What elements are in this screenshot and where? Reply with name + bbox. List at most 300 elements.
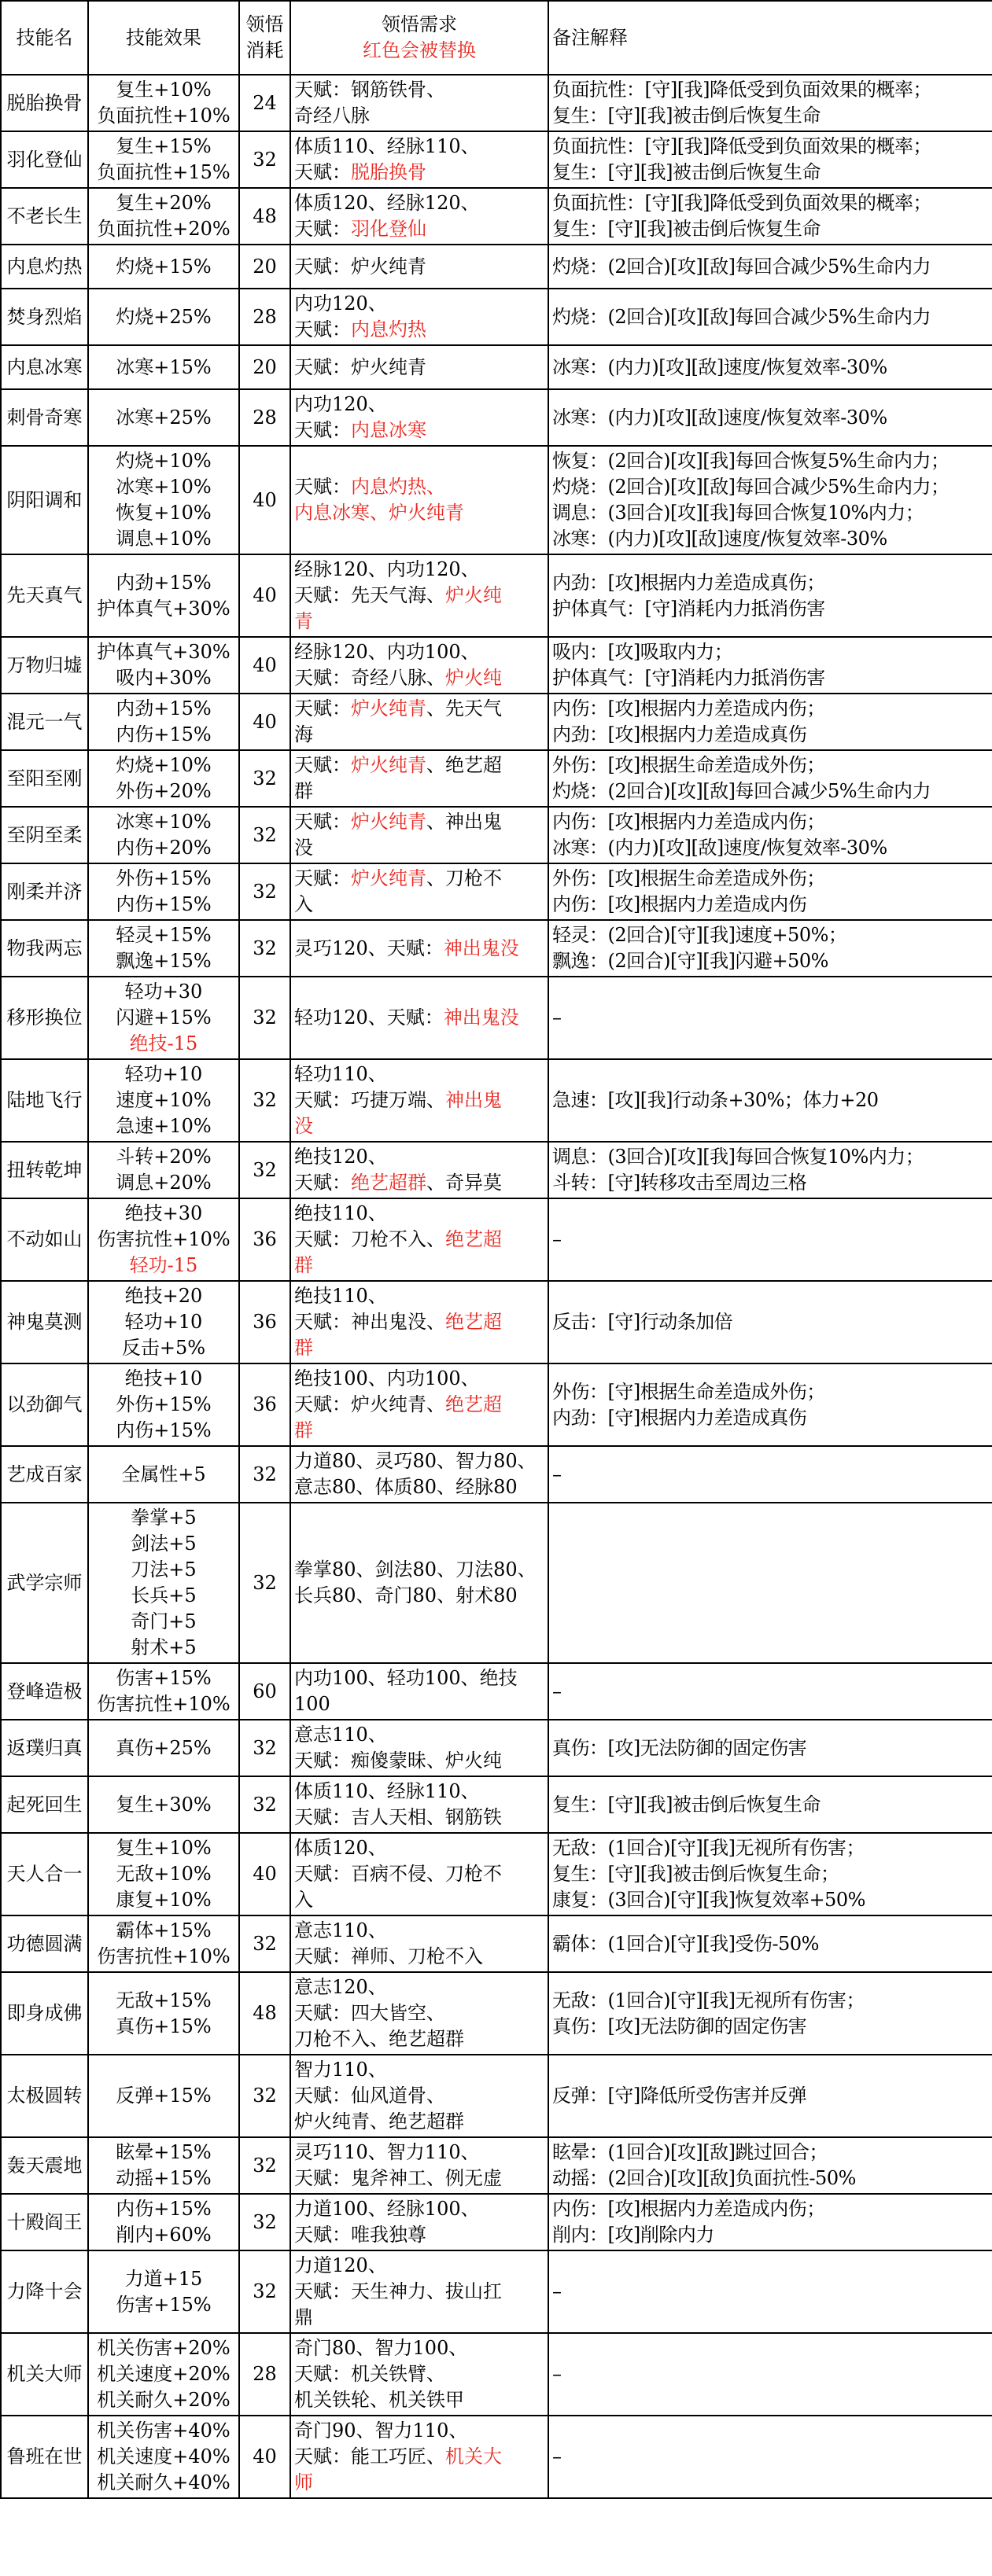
effect-line <box>92 2292 235 2318</box>
effect-line <box>92 1144 235 1170</box>
skill-notes <box>548 75 992 131</box>
requirement-text: 内息冰寒 <box>351 419 426 441</box>
skill-requirement <box>290 1915 548 1972</box>
note-line: 内伤：[攻]根据内力差造成内伤； <box>552 2198 825 2220</box>
requirement-line <box>294 1557 544 1583</box>
skill-cost: 32 <box>239 1503 290 1663</box>
requirement-text: 轻功110、 <box>294 1063 387 1085</box>
header-skill-name: 技能名 <box>1 1 88 75</box>
table-row <box>1 389 992 446</box>
table-row <box>1 554 992 637</box>
requirement-text: 体质120、 <box>294 1837 387 1859</box>
effect-text: 霸体+15% <box>116 1919 212 1941</box>
header-row <box>1 1 992 75</box>
table-row <box>1 694 992 750</box>
note-line: 灼烧：(2回合)[攻][敌]每回合减少5%生命内力 <box>552 255 931 278</box>
note-line: 反击：[守]行动条加倍 <box>552 1311 733 1333</box>
requirement-line <box>294 1583 544 1609</box>
skill-effect <box>88 1446 239 1503</box>
effect-line <box>92 1531 235 1557</box>
table-row <box>1 1503 992 1663</box>
note-line: 复生：[守][我]被击倒后恢复生命 <box>552 161 821 183</box>
requirement-line <box>294 216 544 242</box>
effect-line <box>92 979 235 1005</box>
effect-line <box>92 254 235 280</box>
header-notes: 备注解释 <box>548 1 992 75</box>
skill-notes <box>548 863 992 920</box>
skill-name: 至阴至柔 <box>1 807 88 863</box>
requirement-text: 炉火纯青 <box>351 697 426 719</box>
requirement-line <box>294 1779 544 1805</box>
effect-text: 外伤+15% <box>116 867 212 889</box>
effect-line <box>92 1005 235 1031</box>
requirement-line <box>294 392 544 418</box>
skill-name: 功德圆满 <box>1 1915 88 1972</box>
effect-text: 冰寒+10% <box>116 811 212 833</box>
note-line: 负面抗性：[守][我]降低受到负面效果的概率； <box>552 192 931 214</box>
skill-requirement <box>290 1446 548 1503</box>
effect-line <box>92 1861 235 1887</box>
skill-cost: 32 <box>239 1142 290 1198</box>
requirement-text: 绝艺超 <box>445 1311 502 1333</box>
header-cost-line1: 领悟 <box>245 13 284 35</box>
requirement-text: 天赋： <box>294 867 351 889</box>
skill-effect <box>88 2250 239 2333</box>
note-line: 无敌：(1回合)[守][我]无视所有伤害； <box>552 1837 865 1859</box>
effect-line <box>92 405 235 431</box>
skill-notes <box>548 920 992 977</box>
skill-effect <box>88 1720 239 1776</box>
skill-effect <box>88 637 239 694</box>
table-row <box>1 1972 992 2055</box>
table-row <box>1 2194 992 2250</box>
requirement-line <box>294 1722 544 1748</box>
requirement-text: 经脉120、内功100、 <box>294 641 480 663</box>
requirement-text: 天赋：痴傻蒙昧、炉火纯 <box>294 1750 502 1772</box>
skill-name: 扭转乾坤 <box>1 1142 88 1198</box>
note-line: 复生：[守][我]被击倒后恢复生命 <box>552 1793 821 1816</box>
effect-line <box>92 835 235 861</box>
skill-cost: 28 <box>239 2333 290 2416</box>
effect-line <box>92 1944 235 1970</box>
effect-text: 负面抗性+10% <box>97 105 230 127</box>
note-line: 内劲：[攻]根据内力差造成真伤 <box>552 723 807 745</box>
effect-line <box>92 1988 235 2014</box>
skill-requirement <box>290 131 548 188</box>
requirement-text: 天赋： <box>294 697 351 719</box>
effect-line <box>92 2418 235 2444</box>
skill-effect <box>88 1142 239 1198</box>
requirement-text: 长兵80、奇门80、射术80 <box>294 1584 518 1606</box>
skill-name: 十殿阎王 <box>1 2194 88 2250</box>
effect-text: 削内+60% <box>116 2224 212 2246</box>
requirement-line <box>294 1835 544 1861</box>
effect-line <box>92 1557 235 1583</box>
skill-requirement <box>290 1972 548 2055</box>
effect-line <box>92 2196 235 2222</box>
note-line: 康复：(3回合)[守][我]恢复效率+50% <box>552 1889 865 1911</box>
requirement-line <box>294 355 544 381</box>
note-line: 复生：[守][我]被击倒后恢复生命 <box>552 105 821 127</box>
skill-requirement <box>290 188 548 245</box>
requirement-text: 奇经八脉 <box>294 105 370 127</box>
skill-cost: 40 <box>239 637 290 694</box>
requirement-line <box>294 753 544 778</box>
skill-cost: 28 <box>239 389 290 446</box>
note-line: 外伤：[攻]根据生命差造成外伤； <box>552 867 825 889</box>
skill-requirement <box>290 75 548 131</box>
requirement-line <box>294 474 544 500</box>
requirement-line <box>294 609 544 635</box>
skill-requirement <box>290 1059 548 1142</box>
skill-notes <box>548 1059 992 1142</box>
skill-name: 脱胎换骨 <box>1 75 88 131</box>
effect-line <box>92 866 235 892</box>
skill-notes <box>548 446 992 554</box>
requirement-text: 神出鬼没 <box>443 1006 519 1029</box>
note-line: 真伤：[攻]无法防御的固定伤害 <box>552 2015 807 2037</box>
effect-line <box>92 1170 235 1196</box>
note-line: – <box>552 1006 562 1029</box>
table-row <box>1 637 992 694</box>
skill-cost: 32 <box>239 2194 290 2250</box>
requirement-text: 天赋：炉火纯青 <box>294 355 426 378</box>
effect-text: 内伤+15% <box>116 1419 212 1441</box>
requirement-text: 天赋： <box>294 419 351 441</box>
effect-line <box>92 500 235 526</box>
skill-cost: 40 <box>239 1833 290 1915</box>
effect-line <box>92 1087 235 1113</box>
requirement-text: 天赋：百病不侵、刀枪不 <box>294 1863 502 1885</box>
skill-effect <box>88 1972 239 2055</box>
skill-cost: 24 <box>239 75 290 131</box>
requirement-text: 群 <box>294 1254 313 1276</box>
skill-notes <box>548 1363 992 1446</box>
requirement-line <box>294 696 544 722</box>
effect-line <box>92 2335 235 2361</box>
skill-name: 以劲御气 <box>1 1363 88 1446</box>
requirement-text: 内息冰寒、炉火纯青 <box>294 502 464 524</box>
effect-line <box>92 722 235 748</box>
requirement-text: 天赋：天生神力、拔山扛 <box>294 2280 502 2302</box>
skill-notes <box>548 345 992 389</box>
effect-text: 真伤+25% <box>116 1736 212 1759</box>
effect-text: 内劲+15% <box>116 571 212 594</box>
note-line: 反弹：[守]降低所受伤害并反弹 <box>552 2085 807 2107</box>
skill-requirement <box>290 1833 548 1915</box>
skill-effect <box>88 977 239 1059</box>
note-line: – <box>552 2280 562 2302</box>
skill-effect <box>88 2194 239 2250</box>
effect-text: 拳掌+5 <box>131 1507 197 1529</box>
effect-text: 绝技-15 <box>129 1032 198 1054</box>
skill-notes <box>548 1142 992 1198</box>
requirement-text: 天赋： <box>294 811 351 833</box>
requirement-text: 体质120、经脉120、 <box>294 192 480 214</box>
requirement-line <box>294 1448 544 1474</box>
requirement-line <box>294 2361 544 2387</box>
effect-line <box>92 1665 235 1691</box>
skill-notes <box>548 1972 992 2055</box>
effect-text: 伤害+15% <box>116 2293 212 2316</box>
requirement-line <box>294 1805 544 1831</box>
requirement-line <box>294 1474 544 1500</box>
skill-name: 内息冰寒 <box>1 345 88 389</box>
note-line: 轻灵：(2回合)[守][我]速度+50%； <box>552 924 847 946</box>
table-row <box>1 2333 992 2416</box>
requirement-line <box>294 190 544 216</box>
requirement-text: 青 <box>294 610 313 632</box>
requirement-line <box>294 1392 544 1418</box>
skill-notes <box>548 1663 992 1720</box>
skill-notes <box>548 131 992 188</box>
requirement-line <box>294 1253 544 1279</box>
effect-text: 复生+20% <box>116 192 212 214</box>
note-line: 护体真气：[守]消耗内力抵消伤害 <box>552 667 825 689</box>
skill-name: 至阳至刚 <box>1 750 88 807</box>
skill-notes <box>548 1198 992 1281</box>
note-line: 冰寒：(内力)[攻][敌]速度/恢复效率-30% <box>552 837 887 859</box>
skill-name: 即身成佛 <box>1 1972 88 2055</box>
skill-effect <box>88 694 239 750</box>
requirement-text: 炉火纯青 <box>351 811 426 833</box>
table-row <box>1 977 992 1059</box>
skill-cost: 40 <box>239 2416 290 2498</box>
effect-text: 射术+5 <box>131 1636 197 1658</box>
effect-text: 康复+10% <box>116 1889 212 1911</box>
requirement-text: 力道100、经脉100、 <box>294 2198 480 2220</box>
effect-text: 复生+10% <box>116 79 212 101</box>
note-line: 斗转：[守]转移攻击至周边三格 <box>552 1172 807 1194</box>
requirement-line <box>294 2418 544 2444</box>
table-row <box>1 1363 992 1446</box>
skill-cost: 32 <box>239 2055 290 2137</box>
effect-line <box>92 1887 235 1913</box>
skill-effect <box>88 1833 239 1915</box>
note-line: 灼烧：(2回合)[攻][敌]每回合减少5%生命内力； <box>552 476 950 498</box>
effect-text: 轻灵+15% <box>116 924 212 946</box>
effect-text: 外伤+20% <box>116 780 212 802</box>
effect-text: 灼烧+15% <box>116 255 212 278</box>
requirement-text: 绝技100、内功100、 <box>294 1367 480 1389</box>
table-row <box>1 245 992 289</box>
table-row <box>1 2055 992 2137</box>
requirement-line <box>294 1748 544 1774</box>
note-line: 恢复：(2回合)[攻][我]每回合恢复5%生命内力； <box>552 450 950 472</box>
skill-effect <box>88 131 239 188</box>
effect-text: 冰寒+15% <box>116 355 212 378</box>
effect-text: 灼烧+25% <box>116 305 212 328</box>
skill-notes <box>548 2055 992 2137</box>
effect-text: 轻功+10 <box>124 1311 203 1333</box>
note-line: 冰寒：(内力)[攻][敌]速度/恢复效率-30% <box>552 406 887 429</box>
effect-line <box>92 1691 235 1717</box>
skill-notes <box>548 1833 992 1915</box>
note-line: 动摇：(2回合)[攻][敌]负面抗性-50% <box>552 2167 856 2189</box>
requirement-text: 羽化登仙 <box>351 218 426 240</box>
note-line: 内伤：[攻]根据内力差造成内伤； <box>552 697 825 719</box>
skill-name: 不老长生 <box>1 188 88 245</box>
requirement-text: 经脉120、内功120、 <box>294 558 480 580</box>
table-row <box>1 863 992 920</box>
effect-text: 全属性+5 <box>121 1463 206 1485</box>
skill-notes <box>548 2250 992 2333</box>
requirement-text: 绝技110、 <box>294 1202 387 1224</box>
skill-cost: 32 <box>239 2250 290 2333</box>
effect-line <box>92 216 235 242</box>
note-line: 削内：[攻]削除内力 <box>552 2224 714 2246</box>
requirement-line <box>294 500 544 526</box>
requirement-line <box>294 2000 544 2026</box>
skill-requirement <box>290 2055 548 2137</box>
skill-cost: 32 <box>239 807 290 863</box>
effect-line <box>92 1309 235 1335</box>
note-line: 复生：[守][我]被击倒后恢复生命； <box>552 1863 839 1885</box>
effect-text: 奇门+5 <box>131 1610 197 1632</box>
skill-requirement <box>290 1363 548 1446</box>
note-line: 内伤：[攻]根据内力差造成内伤； <box>552 811 825 833</box>
effect-line <box>92 1505 235 1531</box>
skill-effect <box>88 1059 239 1142</box>
skill-notes <box>548 1446 992 1503</box>
requirement-line <box>294 1144 544 1170</box>
requirement-text: 入 <box>294 1889 313 1911</box>
skill-effect <box>88 863 239 920</box>
effect-line <box>92 77 235 103</box>
requirement-line <box>294 1944 544 1970</box>
effect-text: 复生+10% <box>116 1837 212 1859</box>
skill-requirement <box>290 1142 548 1198</box>
skill-requirement <box>290 2194 548 2250</box>
effect-text: 内伤+15% <box>116 2198 212 2220</box>
skill-notes <box>548 637 992 694</box>
requirement-text: 天赋：先天气海、 <box>294 584 445 606</box>
note-line: 外伤：[攻]根据生命差造成外伤； <box>552 754 825 776</box>
skill-requirement <box>290 1720 548 1776</box>
requirement-text: 天赋：奇经八脉、 <box>294 667 445 689</box>
requirement-text: 天赋：钢筋铁骨、 <box>294 79 445 101</box>
effect-line <box>92 1918 235 1944</box>
note-line: 冰寒：(内力)[攻][敌]速度/恢复效率-30% <box>552 355 887 378</box>
requirement-text: 意志110、 <box>294 1919 387 1941</box>
skill-requirement <box>290 750 548 807</box>
skill-notes <box>548 289 992 345</box>
effect-line <box>92 1835 235 1861</box>
note-line: 内劲：[守]根据内力差造成真伤 <box>552 1406 807 1429</box>
table-row <box>1 2250 992 2333</box>
skill-requirement <box>290 554 548 637</box>
skill-requirement <box>290 1503 548 1663</box>
effect-line <box>92 2266 235 2292</box>
requirement-text: 天赋：仙风道骨、 <box>294 2085 445 2107</box>
effect-line <box>92 1227 235 1253</box>
effect-text: 恢复+10% <box>116 502 212 524</box>
effect-line <box>92 1609 235 1635</box>
effect-text: 绝技+10 <box>124 1367 203 1389</box>
table-row <box>1 75 992 131</box>
effect-line <box>92 1062 235 1087</box>
note-line: 无敌：(1回合)[守][我]无视所有伤害； <box>552 1989 865 2011</box>
skill-requirement <box>290 2137 548 2194</box>
requirement-line <box>294 639 544 665</box>
skill-effect <box>88 2055 239 2137</box>
skill-effect <box>88 1663 239 1720</box>
skill-effect <box>88 1503 239 1663</box>
requirement-text: 天赋： <box>294 754 351 776</box>
skill-requirement <box>290 2416 548 2498</box>
skill-effect <box>88 345 239 389</box>
effect-text: 外伤+15% <box>116 1393 212 1415</box>
effect-text: 护体真气+30% <box>97 597 230 620</box>
note-line: 护体真气：[守]消耗内力抵消伤害 <box>552 597 825 620</box>
table-row <box>1 345 992 389</box>
effect-text: 内伤+15% <box>116 893 212 915</box>
skill-cost: 60 <box>239 1663 290 1720</box>
header-skill-effect: 技能效果 <box>88 1 239 75</box>
effect-line <box>92 2083 235 2109</box>
effect-line <box>92 448 235 474</box>
effect-text: 眩晕+15% <box>116 2141 212 2163</box>
effect-text: 护体真气+30% <box>97 641 230 663</box>
skill-notes <box>548 245 992 289</box>
requirement-text: 意志80、体质80、经脉80 <box>294 1476 518 1498</box>
table-row <box>1 1198 992 1281</box>
requirement-text: 天赋：巧捷万端、 <box>294 1089 445 1111</box>
effect-line <box>92 809 235 835</box>
effect-text: 伤害抗性+10% <box>97 1693 230 1715</box>
skill-name: 机关大师 <box>1 2333 88 2416</box>
effect-line <box>92 2166 235 2191</box>
effect-text: 伤害抗性+10% <box>97 1228 230 1250</box>
effect-line <box>92 1792 235 1818</box>
effect-line <box>92 160 235 186</box>
effect-line <box>92 1735 235 1761</box>
skill-effect <box>88 2333 239 2416</box>
skill-name: 先天真气 <box>1 554 88 637</box>
requirement-text: 内功120、 <box>294 393 387 415</box>
skill-notes <box>548 1776 992 1833</box>
skill-cost: 32 <box>239 1720 290 1776</box>
requirement-line <box>294 1418 544 1444</box>
skill-rows <box>1 75 992 2498</box>
skill-requirement <box>290 807 548 863</box>
requirement-line <box>294 2083 544 2109</box>
skill-name: 内息灼热 <box>1 245 88 289</box>
effect-line <box>92 1113 235 1139</box>
requirement-line <box>294 160 544 186</box>
skill-requirement <box>290 2250 548 2333</box>
effect-text: 长兵+5 <box>131 1584 197 1606</box>
skill-cost: 36 <box>239 1198 290 1281</box>
requirement-line <box>294 291 544 317</box>
table-row <box>1 1833 992 1915</box>
skill-requirement <box>290 1776 548 1833</box>
table-row <box>1 1915 992 1972</box>
requirement-line <box>294 2305 544 2331</box>
note-line: 吸内：[攻]吸取内力； <box>552 641 733 663</box>
effect-text: 轻功+10 <box>124 1063 203 1085</box>
skill-cost: 32 <box>239 1915 290 1972</box>
skill-notes <box>548 977 992 1059</box>
requirement-line <box>294 2253 544 2279</box>
skill-cost: 48 <box>239 1972 290 2055</box>
requirement-text: 脱胎换骨 <box>351 161 426 183</box>
requirement-line <box>294 2140 544 2166</box>
note-line: 灼烧：(2回合)[攻][敌]每回合减少5%生命内力 <box>552 780 931 802</box>
skill-cost: 32 <box>239 920 290 977</box>
effect-line <box>92 526 235 552</box>
table-row <box>1 1663 992 1720</box>
